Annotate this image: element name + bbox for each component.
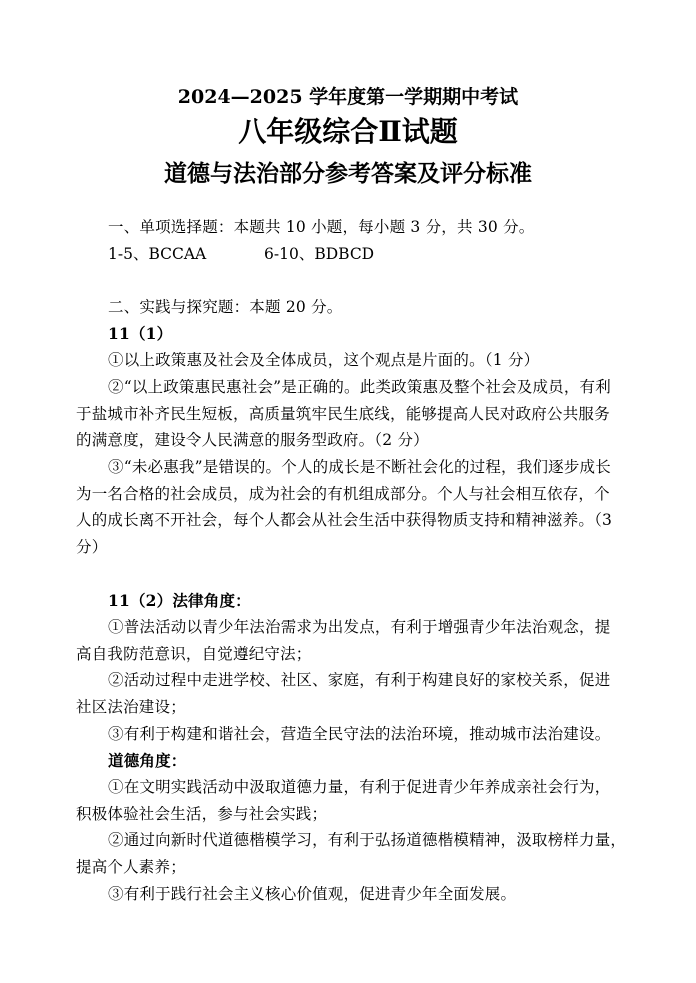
moral-point-2-line-2: 提高个人素养； — [76, 858, 186, 876]
doc-title: 道德与法治部分参考答案及评分标准 — [164, 160, 532, 187]
law-point-2-line-1: ②活动过程中走进学校、社区、家庭，有利于构建良好的家校关系，促进 — [108, 671, 611, 689]
law-point-3: ③有利于构建和谐社会，营造全民守法的法治环境，推动城市法治建设。 — [108, 725, 611, 743]
law-point-1-line-2: 高自我防范意识，自觉遵纪守法； — [76, 645, 312, 663]
answers-6-10: 6-10、BDBCD — [264, 245, 375, 263]
q11-1-point-3-line-1: ③“未必惠我”是错误的。个人的成长是不断社会化的过程，我们逐步成长 — [108, 458, 611, 476]
q11-1-point-2-line-2: 于盐城市补齐民生短板，高质量筑牢民生底线，能够提高人民对政府公共服务 — [76, 405, 610, 423]
section2-heading: 二、实践与探究题：本题 20 分。 — [108, 298, 343, 316]
moral-point-1-line-2: 积极体验社会生活，参与社会实践； — [76, 805, 328, 823]
subject-title: 八年级综合Ⅱ试题 — [238, 115, 458, 148]
q11-1-point-2-line-3: 的满意度，建设令人民满意的服务型政府。（2 分） — [76, 431, 429, 449]
moral-point-3: ③有利于践行社会主义核心价值观，促进青少年全面发展。 — [108, 885, 517, 903]
q11-1-point-3-line-2: 为一名合格的社会成员，成为社会的有机组成部分。个人与社会相互依存，个 — [76, 485, 610, 503]
section1-heading: 一、单项选择题：本题共 10 小题，每小题 3 分，共 30 分。 — [108, 218, 535, 236]
moral-point-2-line-1: ②通过向新时代道德楷模学习，有利于弘扬道德楷模精神，汲取榜样力量， — [108, 831, 627, 849]
q11-1-point-3-line-3: 人的成长离不开社会，每个人都会从社会生活中获得物质支持和精神滋养。（3 — [76, 511, 613, 529]
moral-point-1-line-1: ①在文明实践活动中汲取道德力量，有利于促进青少年养成亲社会行为， — [108, 778, 611, 796]
law-point-2-line-2: 社区法治建设； — [76, 698, 186, 716]
exam-title: 2024—2025 学年度第一学期期中考试 — [177, 86, 519, 108]
answers-1-5: 1-5、BCCAA — [108, 245, 207, 263]
q11-1-label: 11（1） — [108, 324, 173, 343]
q11-2-law-label: 11（2）法律角度： — [108, 591, 251, 610]
q11-1-point-3-line-4: 分） — [76, 538, 108, 556]
q11-1-point-1: ①以上政策惠及社会及全体成员，这个观点是片面的。（1 分） — [108, 351, 540, 369]
q11-1-point-2-line-1: ②“以上政策惠民惠社会”是正确的。此类政策惠及整个社会及成员，有利 — [108, 378, 611, 396]
moral-label: 道德角度： — [108, 751, 187, 770]
law-point-1-line-1: ①普法活动以青少年法治需求为出发点，有利于增强青少年法治观念，提 — [108, 618, 611, 636]
